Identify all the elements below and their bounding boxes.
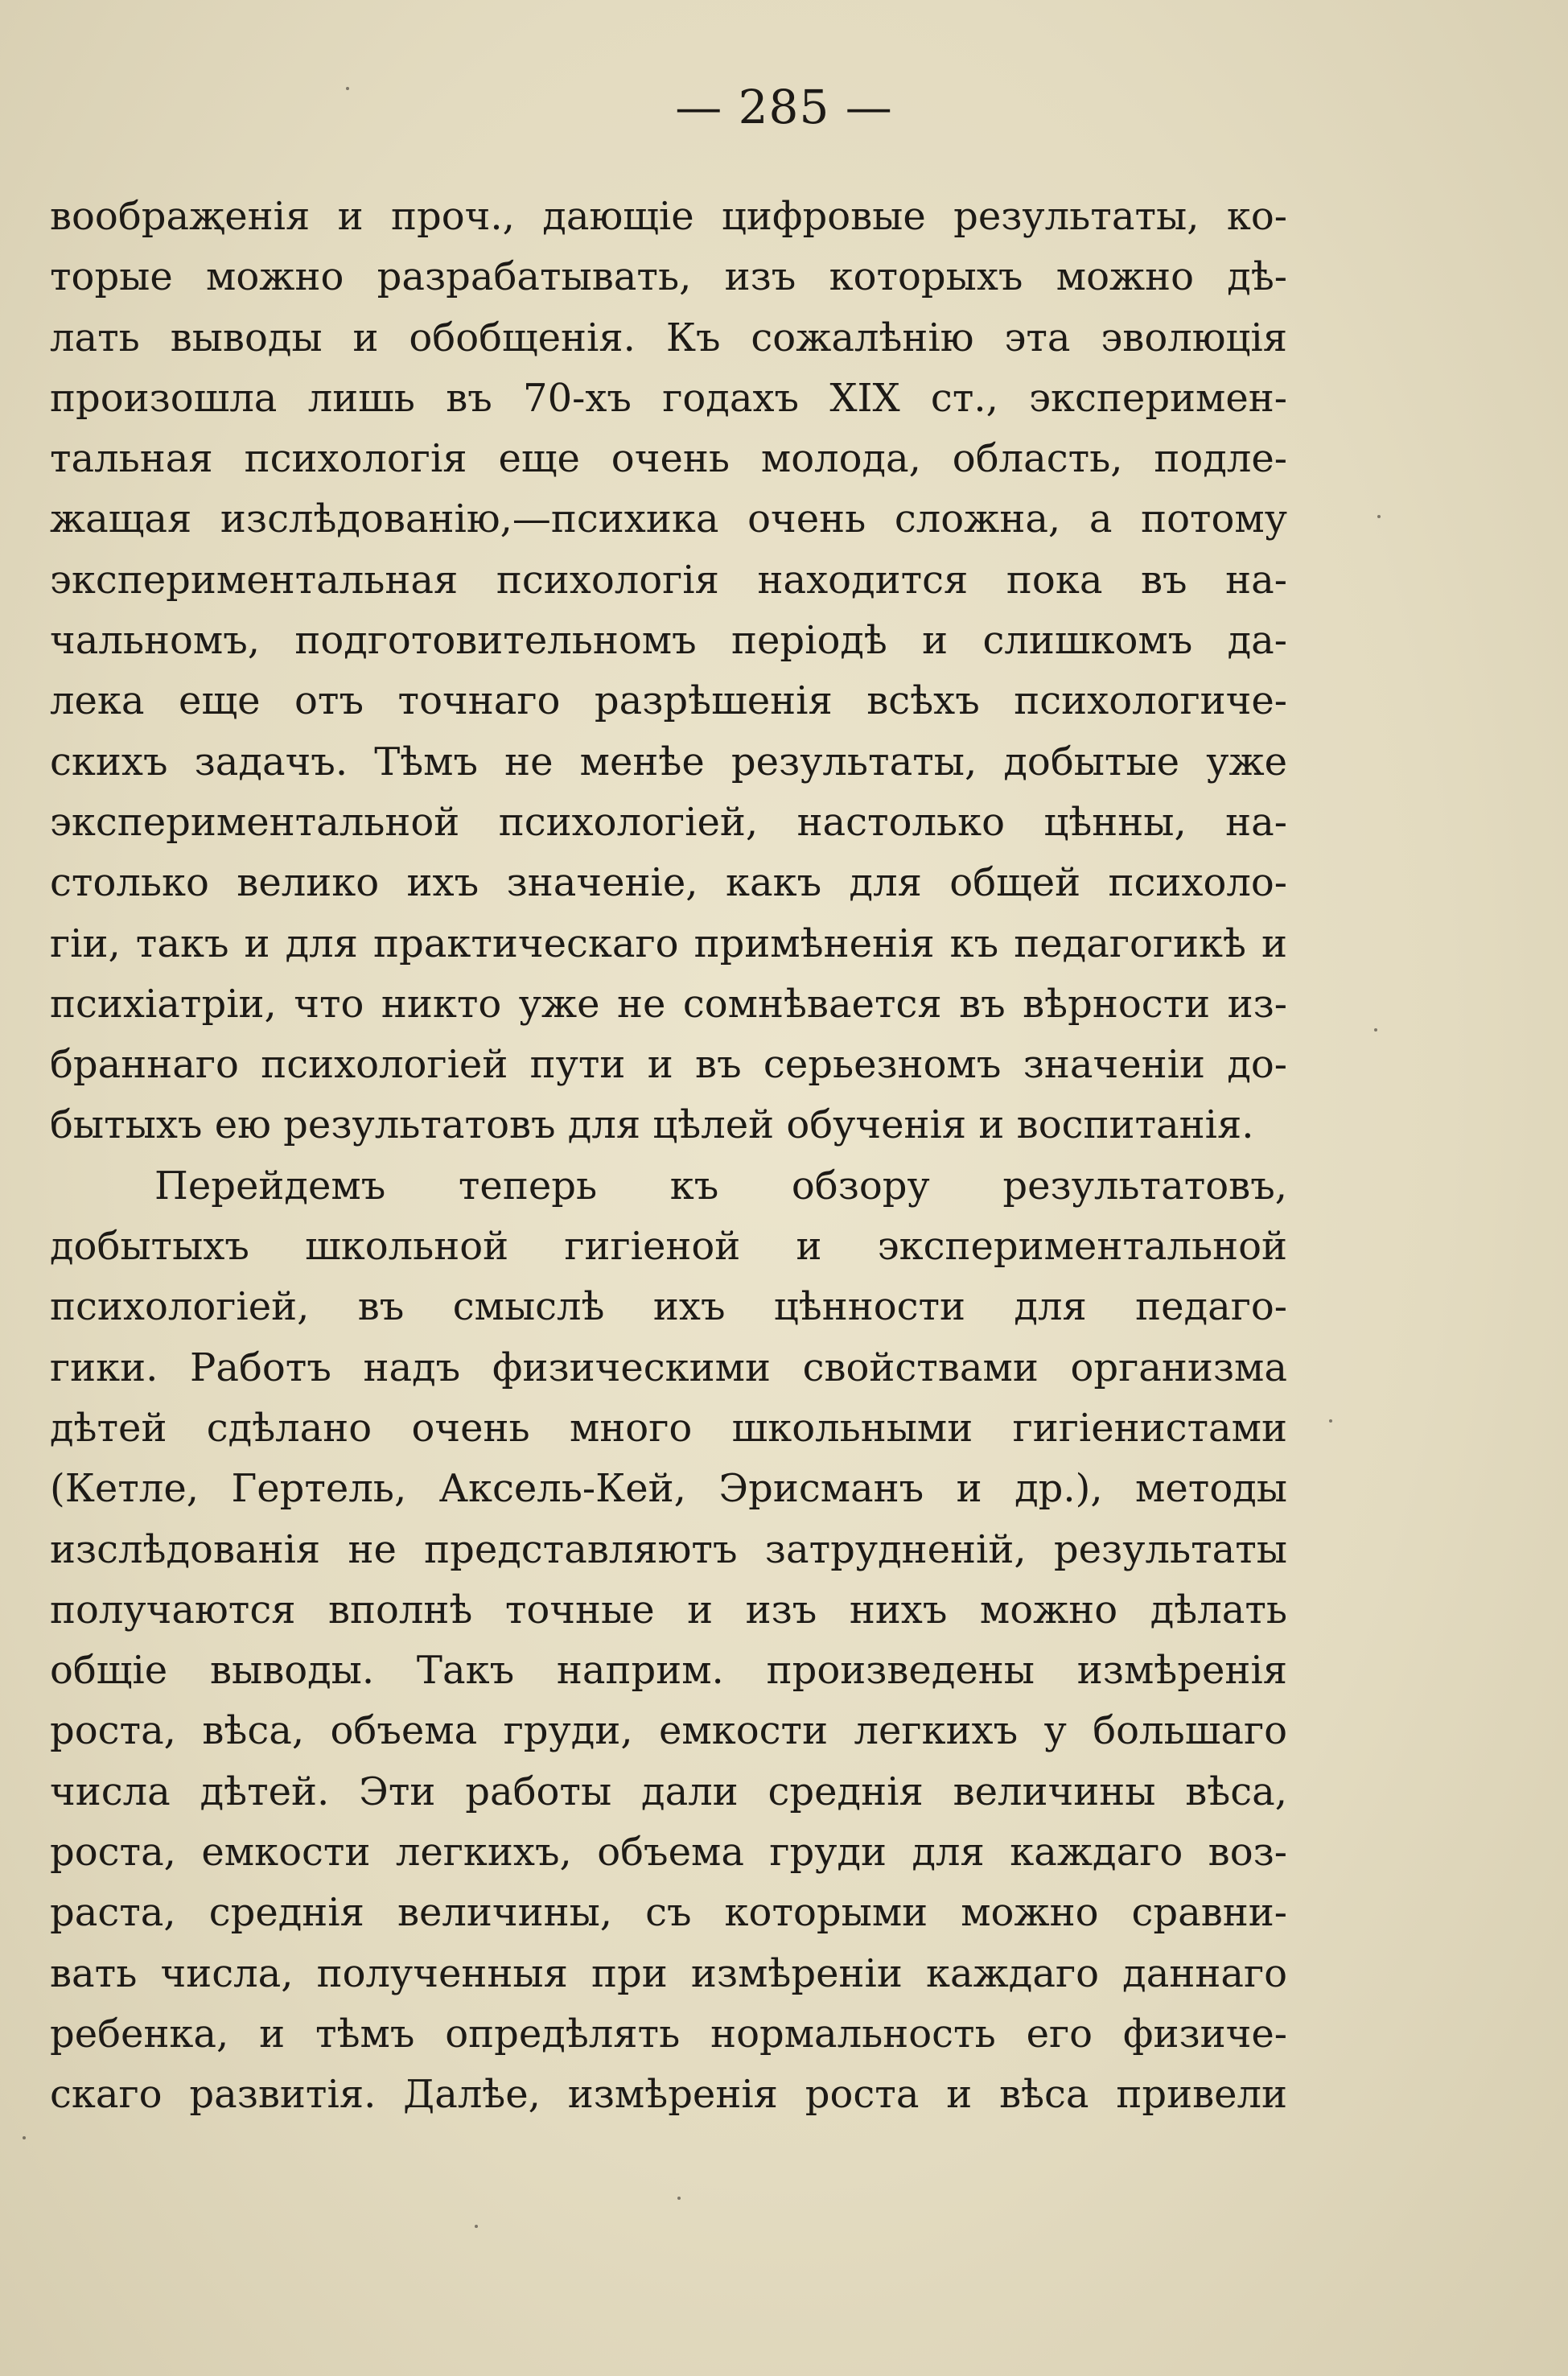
text-line: скихъ задачъ. Тѣмъ не менѣе результаты, добытые уже xyxy=(50,739,1287,784)
text-line: экспериментальной психологіей, настолько цѣнны, на- xyxy=(50,799,1287,845)
text-line: тальная психологія еще очень молода, область, подле- xyxy=(50,436,1287,482)
text-line: жащая изслѣдованію,—психика очень сложна, а потому xyxy=(50,496,1287,542)
paragraph-end-line: бытыхъ ею результатовъ для цѣлей обученія и воспитанія. xyxy=(50,1102,1254,1148)
text-line: психологіей, въ смыслѣ ихъ цѣнности для педаго- xyxy=(50,1284,1287,1330)
text-line: гіи, такъ и для практическаго примѣненія къ педагогикѣ и xyxy=(50,920,1287,966)
text-line: числа дѣтей. Эти работы дали среднія величины вѣса, xyxy=(50,1769,1287,1814)
paper-speck xyxy=(1377,515,1381,518)
text-line: ребенка, и тѣмъ опредѣлять нормальность его физиче- xyxy=(50,2011,1287,2057)
text-line: роста, вѣса, объема груди, емкости легкихъ у большаго xyxy=(50,1708,1287,1754)
text-line: раста, среднія величины, съ которыми можно сравни- xyxy=(50,1890,1287,1936)
paper-speck xyxy=(1329,1419,1332,1423)
text-line: добытыхъ школьной гигіеной и экспериментальной xyxy=(50,1224,1287,1270)
body-text xyxy=(50,187,1287,2126)
text-line: изслѣдованія не представляютъ затрудненій, результаты xyxy=(50,1526,1287,1572)
text-line: чальномъ, подготовительномъ періодѣ и слишкомъ да- xyxy=(50,618,1287,664)
text-line: браннаго психологіей пути и въ серьезномъ значеніи до- xyxy=(50,1042,1287,1088)
paper-speck xyxy=(475,2225,478,2228)
paper-speck xyxy=(677,2197,681,2200)
text-line: вать числа, полученныя при измѣреніи каждаго даннаго xyxy=(50,1950,1287,1996)
paper-speck xyxy=(23,2136,26,2139)
text-line: общіе выводы. Такъ наприм. произведены измѣренія xyxy=(50,1648,1287,1694)
paper-speck xyxy=(346,87,349,90)
text-line: (Кетле, Гертель, Аксель-Кей, Эрисманъ и др.), методы xyxy=(50,1466,1287,1512)
text-line: скаго развитія. Далѣе, измѣренія роста и вѣса привели xyxy=(50,2072,1287,2118)
page-number: — 285 — xyxy=(675,80,893,134)
text-line: лека еще отъ точнаго разрѣшенія всѣхъ психологиче- xyxy=(50,678,1287,724)
text-line: получаются вполнѣ точные и изъ нихъ можно дѣлать xyxy=(50,1587,1287,1633)
text-line: гики. Работъ надъ физическими свойствами организма xyxy=(50,1344,1287,1390)
text-line: вообраҗенія и проч., дающіе цифровые результаты, ко- xyxy=(50,194,1287,239)
paragraph-start-line: Перейдемъ теперь къ обзору результатовъ, xyxy=(154,1163,1287,1209)
text-line: дѣтей сдѣлано очень много школьными гигіенистами xyxy=(50,1405,1287,1451)
text-line: экспериментальная психологія находится пока въ на- xyxy=(50,557,1287,603)
text-line: роста, емкости легкихъ, объема груди для каждаго воз- xyxy=(50,1830,1287,1876)
text-line: лать выводы и обобщенія. Къ сожалѣнію эта эволюція xyxy=(50,315,1287,360)
text-line: психіатріи, что никто уже не сомнѣвается въ вѣрности из- xyxy=(50,981,1287,1027)
text-line: торые можно разрабатывать, изъ которыхъ можно дѣ- xyxy=(50,254,1287,300)
text-line: произошла лишь въ 70-хъ годахъ XIX ст., эксперимен- xyxy=(50,375,1287,421)
paper-speck xyxy=(1374,1028,1377,1032)
text-line: столько велико ихъ значеніе, какъ для общей психоло- xyxy=(50,860,1287,906)
